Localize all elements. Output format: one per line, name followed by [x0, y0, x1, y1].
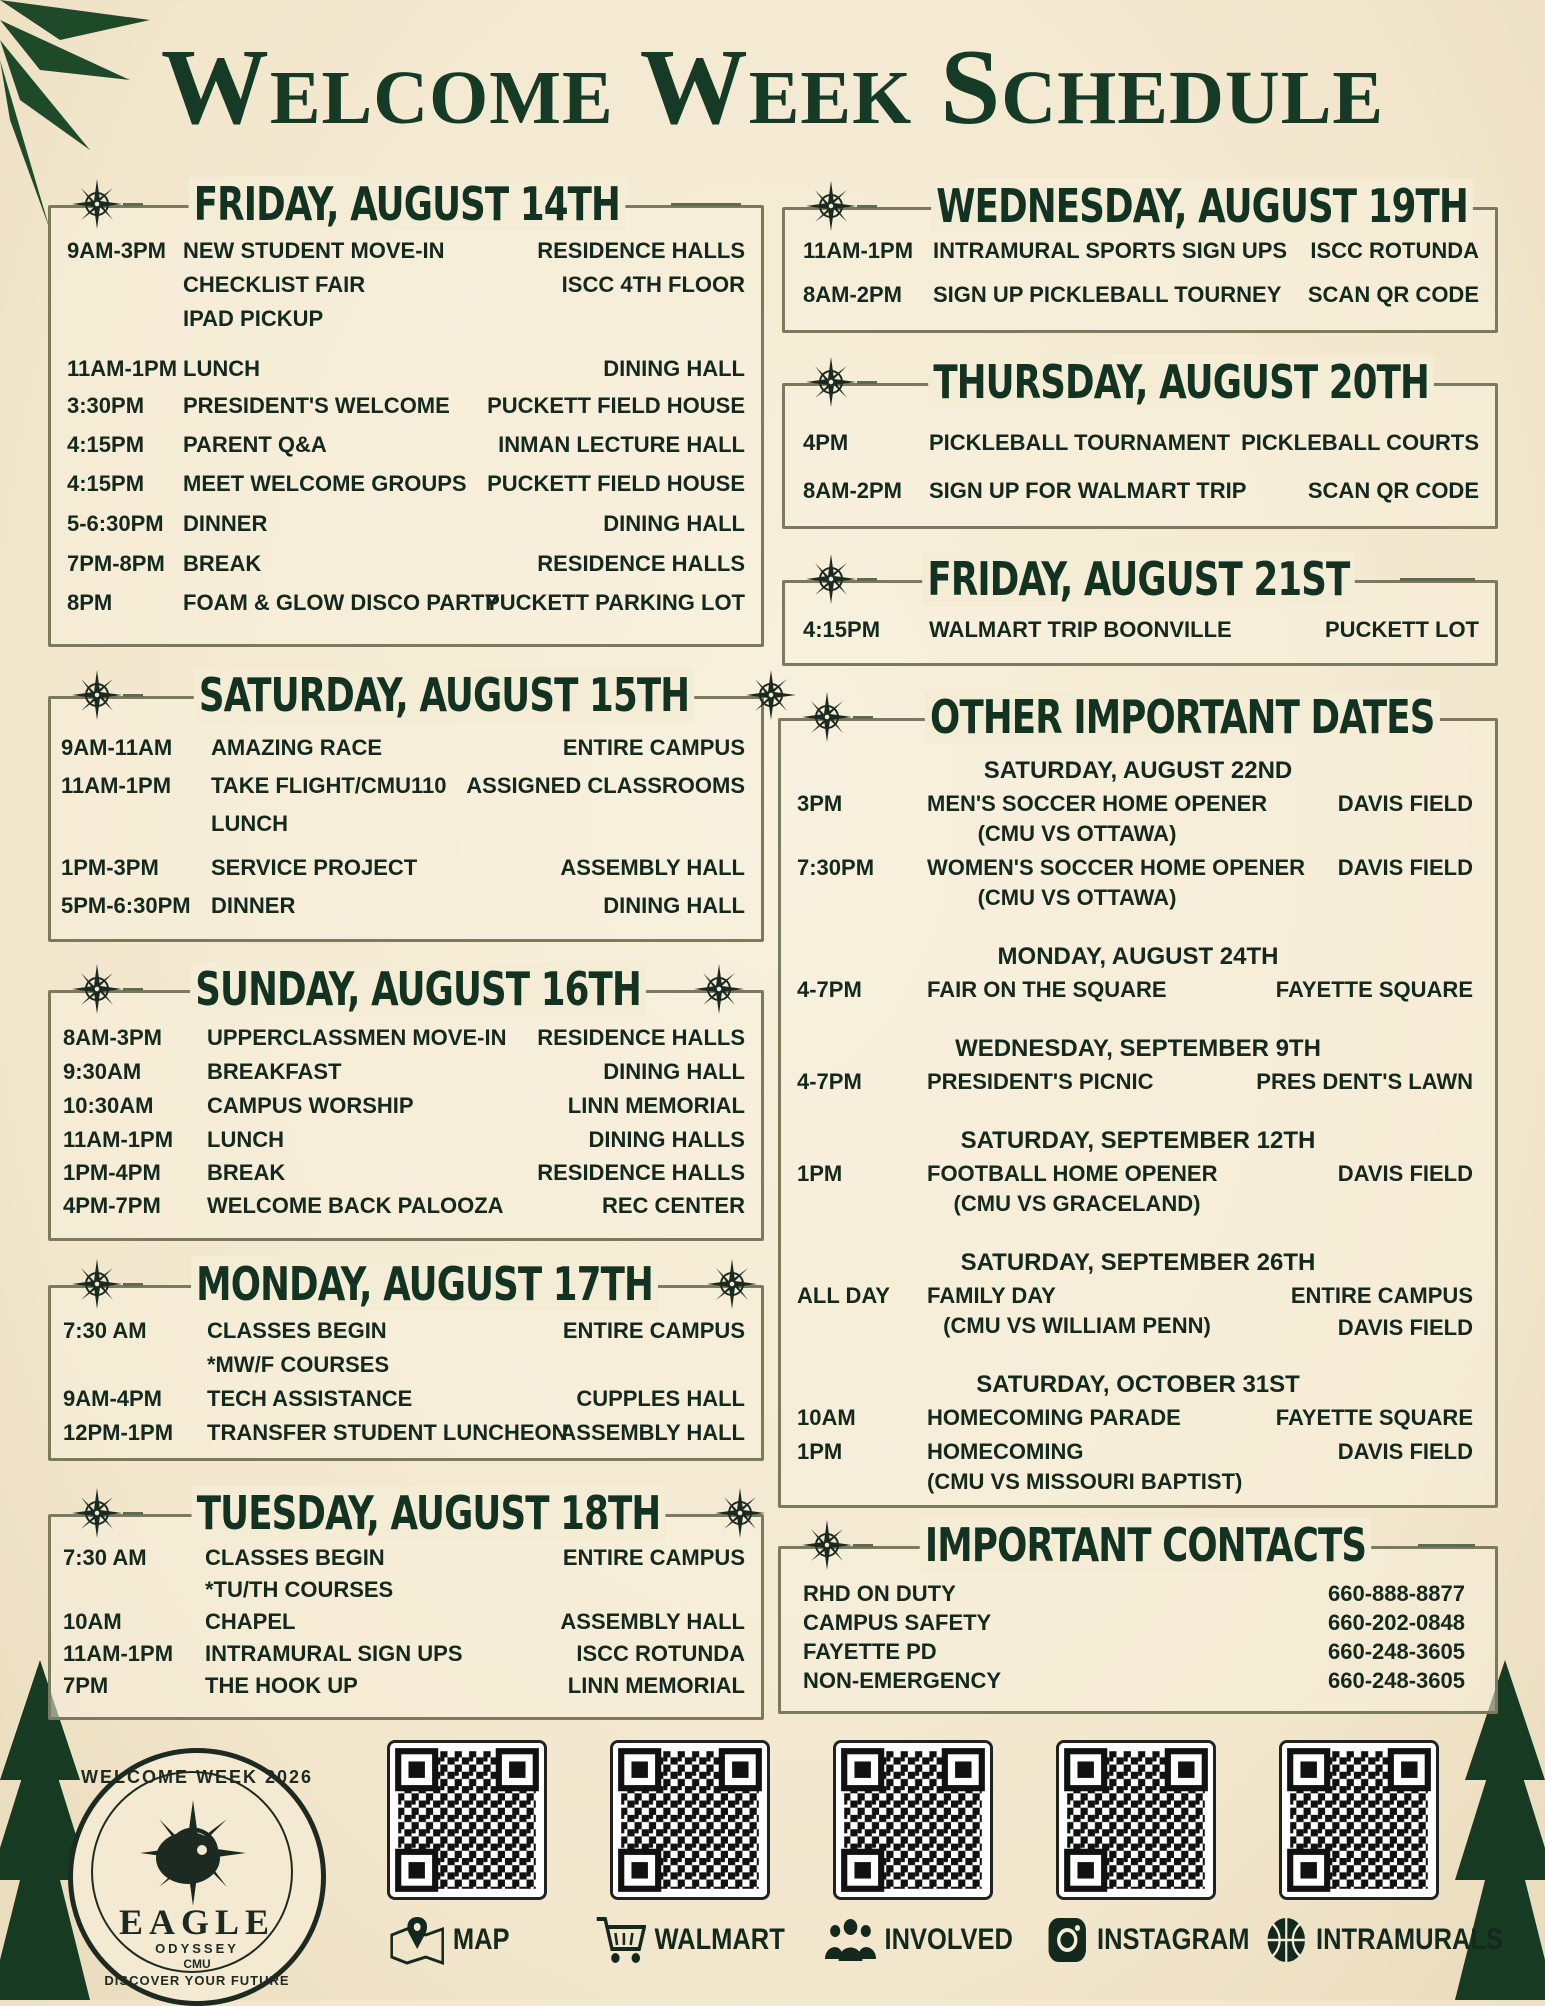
event-name: TRANSFER STUDENT LUNCHEON — [207, 1420, 568, 1445]
event-time: 9:30AM — [63, 1059, 142, 1084]
event-name: UPPERCLASSMEN MOVE-IN — [207, 1025, 507, 1050]
event-subtitle: (CMU VS OTTAWA) — [977, 821, 1177, 846]
event-name: DINNER — [183, 511, 268, 536]
event-location: ENTIRE CAMPUS — [562, 1545, 745, 1570]
event-time: 1PM — [797, 1439, 843, 1464]
schedule-rows — [51, 1288, 761, 1458]
involved-qr-code[interactable] — [833, 1740, 993, 1900]
contact-phone: 660-248-3605 — [1327, 1668, 1465, 1693]
date-heading: SATURDAY, OCTOBER 31ST — [976, 1371, 1300, 1398]
event-name: LUNCH — [211, 811, 288, 836]
event-time: 10AM — [63, 1609, 122, 1634]
event-time: 4PM-7PM — [63, 1193, 161, 1218]
event-time: 4PM — [803, 430, 849, 455]
event-time: 11AM-1PM — [63, 1127, 174, 1152]
event-time: 9AM-3PM — [67, 238, 167, 263]
event-time: 10:30AM — [63, 1093, 154, 1118]
important-contacts-panel — [778, 1518, 1498, 1714]
thursday-aug20-panel — [782, 355, 1498, 529]
section-heading: FRIDAY, AUGUST 14TH — [189, 177, 626, 231]
event-name: LUNCH — [183, 356, 260, 381]
event-time: 4:15PM — [803, 617, 881, 642]
event-name: PARENT Q&A — [183, 432, 327, 457]
event-name: THE HOOK UP — [205, 1673, 358, 1698]
event-name: PICKLEBALL TOURNAMENT — [929, 430, 1231, 455]
event-name: TECH ASSISTANCE — [207, 1386, 413, 1411]
event-time: 8AM-2PM — [803, 478, 903, 503]
event-location: PUCKETT PARKING LOT — [485, 590, 745, 615]
event-name: BREAKFAST — [207, 1059, 342, 1084]
event-location: INMAN LECTURE HALL — [498, 432, 745, 457]
event-location: ISCC ROTUNDA — [576, 1641, 745, 1666]
event-name: HOMECOMING PARADE — [927, 1405, 1181, 1430]
schedule-rows — [785, 386, 1495, 526]
section-heading: SUNDAY, AUGUST 16TH — [190, 962, 646, 1016]
event-name: INTRAMURAL SPORTS SIGN UPS — [933, 238, 1288, 263]
map-pin-icon — [390, 1915, 444, 1965]
qr-label-walmart — [595, 1915, 785, 1965]
section-heading: THURSDAY, AUGUST 20TH — [928, 355, 1434, 409]
date-heading: SATURDAY, SEPTEMBER 26TH — [960, 1249, 1316, 1276]
event-location: ENTIRE CAMPUS — [1290, 1283, 1473, 1308]
event-time: 7PM-8PM — [67, 551, 165, 576]
event-location: DAVIS FIELD — [1337, 791, 1473, 816]
event-name: CAMPUS WORSHIP — [207, 1093, 414, 1118]
event-location: RESIDENCE HALLS — [537, 551, 745, 576]
event-time: 11AM-1PM — [803, 238, 914, 263]
event-name: FAIR ON THE SQUARE — [927, 977, 1167, 1002]
event-time: 4-7PM — [797, 977, 862, 1002]
section-heading: IMPORTANT CONTACTS — [920, 1518, 1372, 1572]
event-name: FOOTBALL HOME OPENER — [927, 1161, 1218, 1186]
event-time: 7:30 AM — [63, 1318, 147, 1343]
wednesday-aug19-panel — [782, 179, 1498, 333]
event-time: 1PM — [797, 1161, 843, 1186]
event-time: 11AM-1PM — [61, 773, 172, 798]
event-location: RESIDENCE HALLS — [537, 238, 745, 263]
basketball-icon — [1265, 1915, 1308, 1965]
event-name: WALMART TRIP BOONVILLE — [929, 617, 1232, 642]
badge-odyssey-text: ODYSSEY — [155, 1941, 239, 1956]
map-qr-code[interactable] — [387, 1740, 547, 1900]
event-name: CHECKLIST FAIR — [183, 272, 366, 297]
shopping-cart-icon — [595, 1915, 646, 1965]
event-name: SERVICE PROJECT — [211, 855, 418, 880]
event-name: NEW STUDENT MOVE-IN — [183, 238, 445, 263]
event-location: PUCKETT LOT — [1325, 617, 1479, 642]
event-name: MEET WELCOME GROUPS — [183, 471, 467, 496]
section-heading: MONDAY, AUGUST 17TH — [191, 1257, 658, 1311]
event-location: LINN MEMORIAL — [567, 1673, 745, 1698]
event-location: RESIDENCE HALLS — [537, 1025, 745, 1050]
event-name: FAMILY DAY — [927, 1283, 1056, 1308]
qr-label-text: WALMART — [654, 1923, 785, 1956]
event-name: FOAM & GLOW DISCO PARTY — [183, 590, 500, 615]
event-time: 7:30 AM — [63, 1545, 147, 1570]
event-location: PRES DENT'S LAWN — [1256, 1069, 1473, 1094]
event-location: LINN MEMORIAL — [567, 1093, 745, 1118]
event-location: DINING HALL — [603, 511, 745, 536]
event-time: 4:15PM — [67, 432, 145, 457]
event-location-secondary: DAVIS FIELD — [1337, 1315, 1473, 1340]
compass-icon — [801, 1519, 853, 1571]
welcome-week-badge-logo — [68, 1748, 326, 2006]
event-time: 9AM-11AM — [61, 735, 173, 760]
event-location: ENTIRE CAMPUS — [562, 1318, 745, 1343]
schedule-rows — [785, 210, 1495, 330]
event-time: 1PM-4PM — [63, 1160, 161, 1185]
event-time: 3:30PM — [67, 393, 145, 418]
section-heading: WEDNESDAY, AUGUST 19TH — [931, 179, 1473, 233]
event-location: DAVIS FIELD — [1337, 855, 1473, 880]
people-icon — [825, 1915, 876, 1965]
qr-label-text: MAP — [452, 1923, 510, 1956]
event-time: 8AM-2PM — [803, 282, 903, 307]
event-time: 8PM — [67, 590, 113, 615]
badge-eagle-text: EAGLE — [118, 1902, 276, 1942]
event-time: 7PM — [63, 1673, 109, 1698]
event-name: BREAK — [207, 1160, 286, 1185]
date-heading: MONDAY, AUGUST 24TH — [997, 943, 1279, 970]
date-heading: WEDNESDAY, SEPTEMBER 9TH — [955, 1035, 1321, 1062]
event-time: 1PM-3PM — [61, 855, 159, 880]
contact-name: RHD ON DUTY — [803, 1581, 956, 1606]
event-location: DAVIS FIELD — [1337, 1161, 1473, 1186]
intramurals-qr-code[interactable] — [1279, 1740, 1439, 1900]
event-name: SIGN UP FOR WALMART TRIP — [929, 478, 1247, 503]
page-title: Welcome Week Schedule — [160, 28, 1385, 147]
section-heading: OTHER IMPORTANT DATES — [925, 690, 1440, 744]
event-subtitle: (CMU VS WILLIAM PENN) — [943, 1313, 1211, 1338]
event-location: RESIDENCE HALLS — [537, 1160, 745, 1185]
contact-name: FAYETTE PD — [803, 1639, 937, 1664]
event-name: WOMEN'S SOCCER HOME OPENER — [927, 855, 1306, 880]
event-location: DINING HALLS — [588, 1127, 745, 1152]
event-location: ISCC ROTUNDA — [1310, 238, 1479, 263]
section-heading: SATURDAY, AUGUST 15TH — [194, 668, 695, 722]
event-location: DAVIS FIELD — [1337, 1439, 1473, 1464]
event-name: PRESIDENT'S WELCOME — [183, 393, 450, 418]
schedule-rows — [51, 993, 761, 1238]
saturday-aug15-panel — [48, 668, 764, 942]
section-heading: TUESDAY, AUGUST 18TH — [192, 1486, 666, 1540]
event-name: *MW/F COURSES — [207, 1352, 390, 1377]
event-subtitle: (CMU VS MISSOURI BAPTIST) — [927, 1469, 1243, 1494]
contact-name: NON-EMERGENCY — [803, 1668, 1002, 1693]
event-time: 10AM — [797, 1405, 856, 1430]
event-name: INTRAMURAL SIGN UPS — [205, 1641, 463, 1666]
qr-label-text: INSTAGRAM — [1097, 1923, 1250, 1956]
event-location: FAYETTE SQUARE — [1275, 1405, 1473, 1430]
qr-label-map — [390, 1915, 510, 1965]
event-time: 4-7PM — [797, 1069, 862, 1094]
event-name: *TU/TH COURSES — [205, 1577, 394, 1602]
event-name: CHAPEL — [205, 1609, 296, 1634]
qr-label-text: INVOLVED — [884, 1923, 1013, 1956]
event-location: ASSEMBLY HALL — [560, 855, 745, 880]
qr-label-text: INTRAMURALS — [1316, 1923, 1503, 1956]
event-name: AMAZING RACE — [211, 735, 383, 760]
contact-phone: 660-888-8877 — [1327, 1581, 1465, 1606]
friday-aug21-panel — [782, 552, 1498, 666]
event-location: PUCKETT FIELD HOUSE — [487, 471, 745, 496]
event-name: TAKE FLIGHT/CMU110 — [211, 773, 447, 798]
badge-cmu-text: CMU — [183, 1957, 211, 1971]
event-location: REC CENTER — [601, 1193, 745, 1218]
event-name: MEN'S SOCCER HOME OPENER — [927, 791, 1268, 816]
instagram-icon — [1046, 1915, 1089, 1965]
date-heading: SATURDAY, AUGUST 22ND — [983, 757, 1293, 784]
event-name: PRESIDENT'S PICNIC — [927, 1069, 1154, 1094]
contact-phone: 660-248-3605 — [1327, 1639, 1465, 1664]
schedule-rows — [51, 208, 761, 644]
event-location: DINING HALL — [603, 356, 745, 381]
event-time: 4:15PM — [67, 471, 145, 496]
qr-label-involved — [825, 1915, 1013, 1965]
event-location: PICKLEBALL COURTS — [1241, 430, 1479, 455]
tuesday-aug18-panel — [48, 1486, 764, 1720]
badge-bottom-text: DISCOVER YOUR FUTURE — [104, 1973, 290, 1988]
qr-label-instagram — [1046, 1915, 1250, 1965]
event-location: SCAN QR CODE — [1307, 282, 1479, 307]
schedule-rows — [785, 583, 1495, 663]
event-time: 5-6:30PM — [67, 511, 164, 536]
event-name: LUNCH — [207, 1127, 284, 1152]
event-time: 12PM-1PM — [63, 1420, 174, 1445]
event-location: ASSEMBLY HALL — [560, 1420, 745, 1445]
sunday-aug16-panel — [48, 962, 764, 1241]
date-heading: SATURDAY, SEPTEMBER 12TH — [960, 1127, 1316, 1154]
event-time: 8AM-3PM — [63, 1025, 163, 1050]
event-location: DINING HALL — [603, 1059, 745, 1084]
event-time: 5PM-6:30PM — [61, 893, 191, 918]
schedule-rows — [51, 699, 761, 939]
event-name: CLASSES BEGIN — [207, 1318, 387, 1343]
event-location: ENTIRE CAMPUS — [562, 735, 745, 760]
event-time: 11AM-1PM — [63, 1641, 174, 1666]
event-name: HOMECOMING — [927, 1439, 1084, 1464]
contact-phone: 660-202-0848 — [1327, 1610, 1465, 1635]
qr-label-intramurals — [1265, 1915, 1503, 1965]
event-subtitle: (CMU VS OTTAWA) — [977, 885, 1177, 910]
event-subtitle: (CMU VS GRACELAND) — [953, 1191, 1201, 1216]
monday-aug17-panel — [48, 1257, 764, 1461]
event-time: 11AM-1PM — [67, 356, 178, 381]
friday-aug14-panel — [48, 177, 764, 647]
event-location: ISCC 4TH FLOOR — [561, 272, 745, 297]
event-name: CLASSES BEGIN — [205, 1545, 385, 1570]
event-time: 7:30PM — [797, 855, 875, 880]
event-time: 9AM-4PM — [63, 1386, 163, 1411]
schedule-rows — [51, 1517, 761, 1717]
event-location: ASSEMBLY HALL — [560, 1609, 745, 1634]
event-location: FAYETTE SQUARE — [1275, 977, 1473, 1002]
walmart-qr-code[interactable] — [610, 1740, 770, 1900]
event-name: SIGN UP PICKLEBALL TOURNEY — [933, 282, 1282, 307]
compass-icon — [801, 691, 853, 743]
contact-name: CAMPUS SAFETY — [803, 1610, 992, 1635]
event-location: SCAN QR CODE — [1307, 478, 1479, 503]
event-location: PUCKETT FIELD HOUSE — [487, 393, 745, 418]
event-time: 3PM — [797, 791, 843, 816]
event-location: DINING HALL — [603, 893, 745, 918]
event-name: WELCOME BACK PALOOZA — [207, 1193, 504, 1218]
event-location: CUPPLES HALL — [576, 1386, 745, 1411]
event-time: ALL DAY — [797, 1283, 890, 1308]
section-heading: FRIDAY, AUGUST 21ST — [922, 552, 1354, 606]
instagram-qr-code[interactable] — [1056, 1740, 1216, 1900]
other-important-dates-panel — [778, 690, 1498, 1508]
event-location: ASSIGNED CLASSROOMS — [466, 773, 745, 798]
event-name: DINNER — [211, 893, 296, 918]
badge-top-text: WELCOME WEEK 2026 — [80, 1767, 314, 1787]
event-name: BREAK — [183, 551, 262, 576]
event-name: IPAD PICKUP — [183, 306, 324, 331]
